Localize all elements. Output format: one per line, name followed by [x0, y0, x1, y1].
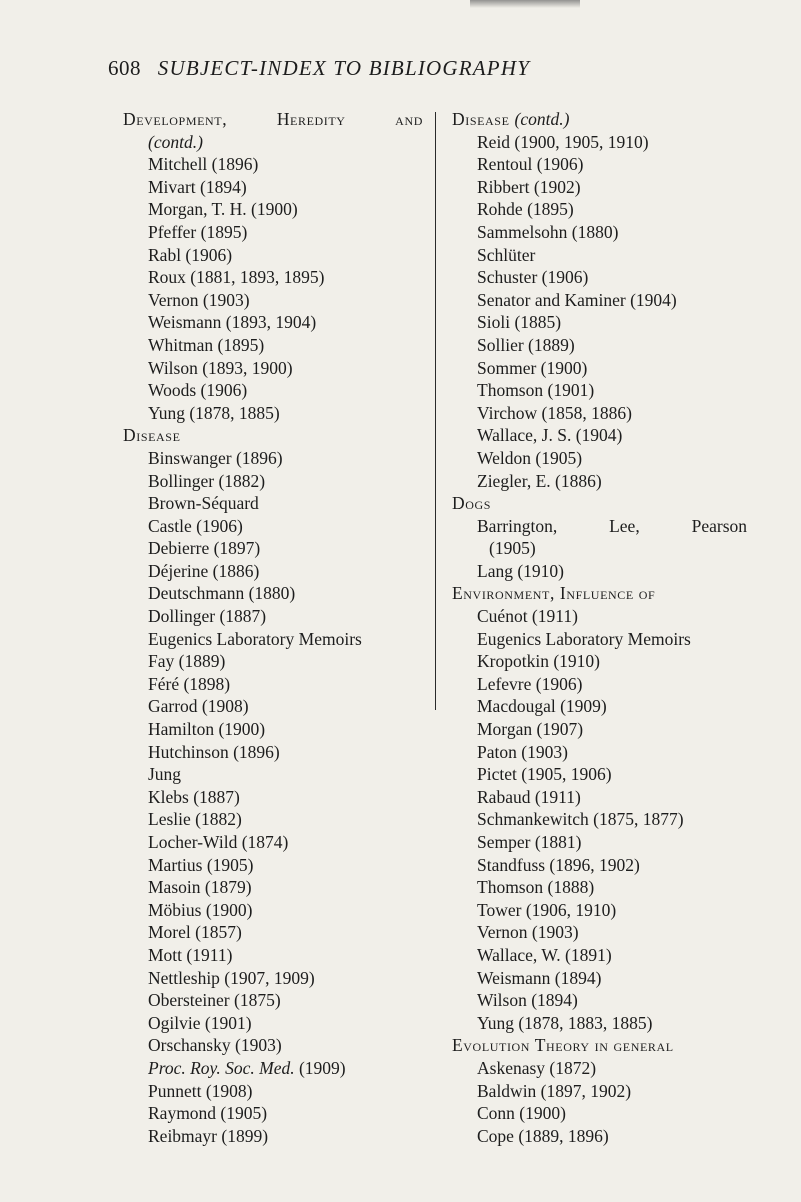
- contd-label: (contd.): [148, 131, 203, 152]
- index-entry: Pfeffer (1895): [148, 221, 248, 242]
- index-entry: Cuénot (1911): [477, 606, 578, 627]
- index-entry: Roux (1881, 1893, 1895): [148, 267, 325, 288]
- index-entry: Reibmayr (1899): [148, 1125, 269, 1146]
- index-entry: Ribbert (1902): [477, 176, 581, 197]
- index-entry: Locher-Wild (1874): [148, 832, 289, 852]
- index-entry: Hutchinson (1896): [148, 741, 280, 762]
- index-entry: Mivart (1894): [148, 176, 247, 197]
- index-entry: Sioli (1885): [477, 312, 562, 333]
- right-column: [452, 108, 747, 1147]
- index-entry: Mott (1911): [148, 944, 233, 965]
- index-entry: Wilson (1893, 1900): [148, 357, 293, 378]
- index-entry: Lefevre (1906): [477, 673, 583, 694]
- index-entry-barrington: Barrington, Lee, Pearson: [477, 515, 747, 536]
- index-entry-proc-roy-soc: Proc. Roy. Soc. Med. (1909): [148, 1057, 346, 1078]
- disease-entry-list: [123, 447, 423, 1057]
- index-entry: Punnett (1908): [148, 1080, 253, 1101]
- left-column: [123, 108, 423, 1147]
- index-entry: Schlüter: [477, 244, 536, 265]
- index-entry: Wallace, J. S. (1904): [477, 425, 623, 446]
- scan-edge-mark: [470, 0, 580, 8]
- index-entry: Semper (1881): [477, 832, 582, 852]
- index-entry: Sammelsohn (1880): [477, 221, 619, 242]
- index-entry: Weismann (1894): [477, 967, 602, 988]
- index-entry: Rabaud (1911): [477, 786, 581, 807]
- index-entry: Castle (1906): [148, 515, 243, 536]
- section-heading-disease: Disease: [123, 425, 181, 446]
- index-entry: Garrod (1908): [148, 696, 249, 717]
- index-entry: Vernon (1903): [148, 289, 250, 310]
- section-heading-disease-contd: Disease (contd.): [452, 109, 570, 129]
- index-entry: Ziegler, E. (1886): [477, 470, 602, 491]
- disease-contd-entry-list: [452, 131, 747, 493]
- index-entry: Mitchell (1896): [148, 154, 259, 175]
- index-entry: Dollinger (1887): [148, 606, 267, 627]
- index-entry: Senator and Kaminer (1904): [477, 289, 677, 310]
- index-entry: Nettleship (1907, 1909): [148, 967, 315, 988]
- index-entry: Eugenics Laboratory Memoirs: [477, 628, 691, 649]
- index-entry: Féré (1898): [148, 673, 231, 694]
- index-entry: Hamilton (1900): [148, 719, 266, 740]
- development-entry-list: [123, 153, 423, 424]
- index-entry: Whitman (1895): [148, 334, 265, 355]
- index-entry: Baldwin (1897, 1902): [477, 1080, 632, 1101]
- index-entry: Thomson (1888): [477, 877, 595, 898]
- index-entry: Orschansky (1903): [148, 1035, 282, 1056]
- index-entry: Debierre (1897): [148, 538, 261, 559]
- index-entry: Standfuss (1896, 1902): [477, 854, 640, 875]
- dogs-entry-list: [452, 560, 747, 583]
- index-entry: Möbius (1900): [148, 899, 253, 920]
- disease-entry-list-continued: [123, 1080, 423, 1148]
- index-entry: Pictet (1905, 1906): [477, 764, 612, 785]
- index-entry: Schuster (1906): [477, 267, 589, 288]
- index-entry: Morgan (1907): [477, 719, 584, 740]
- index-entry: Yung (1878, 1883, 1885): [477, 1012, 653, 1033]
- index-entry: Sollier (1889): [477, 334, 575, 355]
- running-head: [108, 56, 748, 81]
- index-entry: Rentoul (1906): [477, 154, 584, 175]
- index-entry: Morel (1857): [148, 922, 242, 943]
- page-title: SUBJECT-INDEX TO BIBLIOGRAPHY: [157, 56, 531, 80]
- section-heading-evolution: Evolution Theory in general: [452, 1035, 674, 1056]
- index-entry: Deutschmann (1880): [148, 583, 296, 604]
- index-entry: Reid (1900, 1905, 1910): [477, 131, 649, 152]
- index-entry: Klebs (1887): [148, 786, 240, 807]
- index-entry: Fay (1889): [148, 651, 226, 672]
- column-divider: [435, 112, 436, 710]
- section-heading-dogs: Dogs: [452, 493, 492, 514]
- section-heading-development: Development, Heredity and: [123, 109, 423, 129]
- index-entry: Rohde (1895): [477, 199, 574, 220]
- index-entry: Weismann (1893, 1904): [148, 312, 317, 333]
- index-entry: Lang (1910): [477, 560, 564, 581]
- index-entry: Conn (1900): [477, 1103, 566, 1124]
- index-entry-barrington-year: (1905): [489, 538, 536, 559]
- index-entry: Morgan, T. H. (1900): [148, 199, 298, 220]
- index-entry: Macdougal (1909): [477, 696, 607, 717]
- index-entry: Déjerine (1886): [148, 560, 260, 581]
- index-entry: Masoin (1879): [148, 877, 252, 898]
- index-entry: Rabl (1906): [148, 244, 233, 265]
- environment-entry-list: [452, 605, 747, 1034]
- index-entry: Ogilvie (1901): [148, 1012, 252, 1033]
- index-entry: Yung (1878, 1885): [148, 402, 280, 423]
- index-entry: Raymond (1905): [148, 1103, 268, 1124]
- index-entry: Jung: [148, 764, 182, 785]
- index-entry: Wallace, W. (1891): [477, 944, 612, 965]
- index-entry: Obersteiner (1875): [148, 990, 281, 1011]
- index-entry: Askenasy (1872): [477, 1057, 597, 1078]
- index-entry: Wilson (1894): [477, 990, 578, 1011]
- page-number: 608: [108, 56, 141, 80]
- index-entry: Bollinger (1882): [148, 470, 266, 491]
- index-entry: Brown-Séquard: [148, 493, 259, 514]
- index-entry: Leslie (1882): [148, 809, 242, 830]
- index-entry: Eugenics Laboratory Memoirs: [148, 628, 362, 649]
- index-entry: Paton (1903): [477, 741, 568, 762]
- section-heading-environment: Environment, Influence of: [452, 583, 656, 604]
- index-entry: Martius (1905): [148, 854, 254, 875]
- index-entry: Woods (1906): [148, 380, 248, 401]
- index-entry: Thomson (1901): [477, 380, 595, 401]
- index-entry: Virchow (1858, 1886): [477, 402, 632, 423]
- index-entry: Tower (1906, 1910): [477, 899, 617, 920]
- index-entry: Kropotkin (1910): [477, 651, 600, 672]
- index-entry: Vernon (1903): [477, 922, 579, 943]
- index-entry: Cope (1889, 1896): [477, 1125, 609, 1146]
- index-entry: Sommer (1900): [477, 357, 588, 378]
- evolution-entry-list: [452, 1057, 747, 1147]
- index-entry: Binswanger (1896): [148, 447, 283, 468]
- index-entry: Weldon (1905): [477, 447, 583, 468]
- index-entry: Schmankewitch (1875, 1877): [477, 809, 684, 830]
